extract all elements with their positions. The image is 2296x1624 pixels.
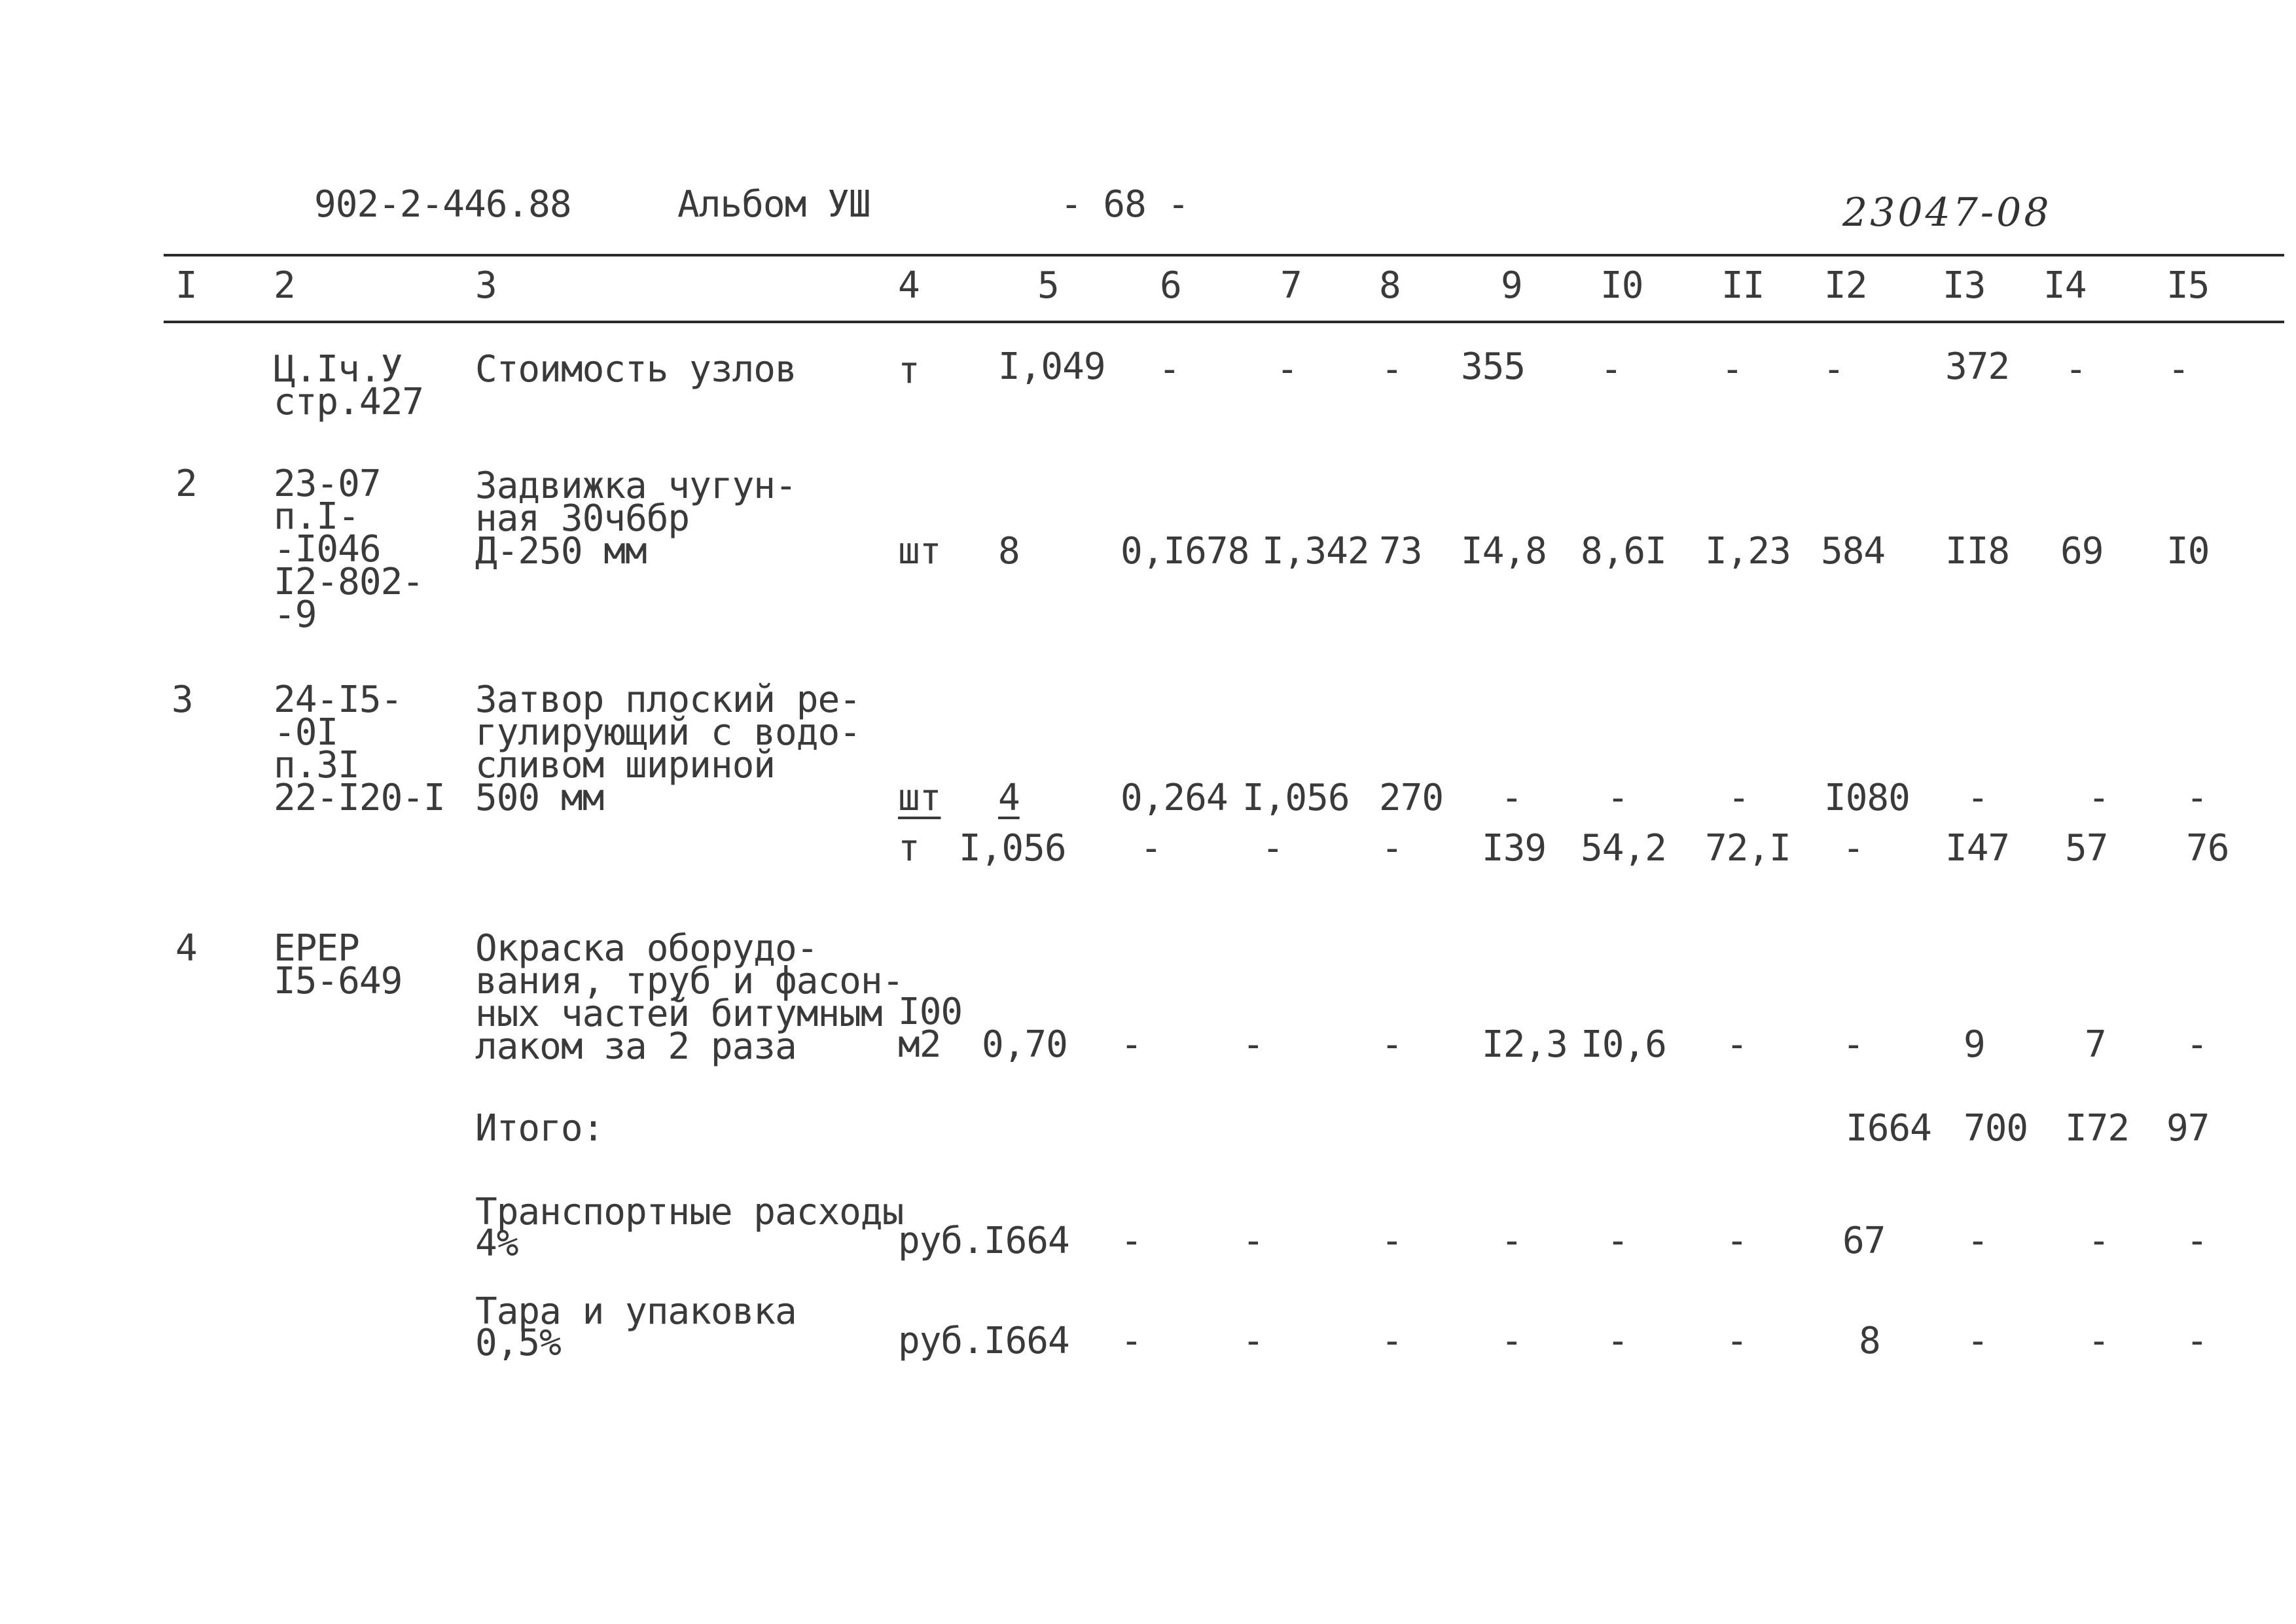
col-header-2: 2 xyxy=(274,264,295,307)
col-header-7: 7 xyxy=(1280,264,1302,307)
total-col14: I72 xyxy=(2065,1107,2130,1150)
row-code: -9 xyxy=(274,593,317,636)
row-unit: руб.I664 xyxy=(898,1220,1069,1262)
col-header-4: 4 xyxy=(898,264,920,307)
cell-col11: I,23 xyxy=(1705,530,1791,573)
col-header-6: 6 xyxy=(1160,264,1181,307)
col-header-11: II xyxy=(1721,264,1765,307)
cell-col6: - xyxy=(1140,827,1162,870)
cell-col11: 72,I xyxy=(1705,827,1791,870)
cell-col6: 0,I678 xyxy=(1121,530,1249,573)
row-code: 24-I5- xyxy=(274,679,403,721)
cell-col9: 355 xyxy=(1461,345,1526,388)
row-name: 500 мм xyxy=(475,777,604,819)
cell-col14: 69 xyxy=(2060,530,2104,573)
cell-col8: - xyxy=(1381,1220,1403,1262)
cell-col10: I0,6 xyxy=(1581,1023,1666,1066)
row-qty: 4 xyxy=(998,777,1020,819)
row-code: 23-07 xyxy=(274,463,381,505)
cell-col13: II8 xyxy=(1945,530,2010,573)
row-unit: шт xyxy=(898,530,941,573)
row-unit: м2 xyxy=(898,1023,941,1066)
row-name: Задвижка чугун- xyxy=(475,465,797,507)
cell-col10: 54,2 xyxy=(1581,827,1666,870)
table-header-rule xyxy=(164,321,2284,323)
cell-col14: - xyxy=(2065,348,2087,391)
row-name: гулирующий с водо- xyxy=(475,711,861,754)
total-label: Итого: xyxy=(475,1107,604,1150)
row-code: I5-649 xyxy=(274,960,403,1002)
cell-col9: - xyxy=(1501,777,1522,819)
cell-col9: - xyxy=(1501,1220,1522,1262)
cell-col7: I,342 xyxy=(1262,530,1369,573)
cell-col13: - xyxy=(1967,777,1988,819)
table-top-rule xyxy=(164,254,2284,256)
cell-col9: I4,8 xyxy=(1461,530,1547,573)
row-qty: 0,70 xyxy=(982,1023,1067,1066)
row-name: Тара и упаковка xyxy=(475,1290,797,1333)
row-sub-unit: т xyxy=(898,827,920,870)
row-name: Окраска оборудо- xyxy=(475,927,818,970)
cell-col7: - xyxy=(1262,827,1283,870)
row-name: Стоимость узлов xyxy=(475,348,797,391)
row-unit: шт xyxy=(898,777,941,819)
cell-col7: - xyxy=(1242,1220,1264,1262)
cell-col8: 270 xyxy=(1379,777,1444,819)
cell-col10: - xyxy=(1607,1220,1628,1262)
cell-col9: - xyxy=(1501,1320,1522,1362)
cell-col14: - xyxy=(2088,1320,2109,1362)
page-number: - 68 - xyxy=(1060,183,1189,226)
total-col12: I664 xyxy=(1846,1107,1931,1150)
row-unit: I00 xyxy=(898,991,963,1033)
cell-col8: - xyxy=(1381,1320,1403,1362)
row-name: ная 30ч6бр xyxy=(475,497,690,540)
cell-col11: - xyxy=(1726,1320,1748,1362)
row-unit: т xyxy=(898,349,920,392)
col-header-13: I3 xyxy=(1943,264,1986,307)
row-code: п.3I xyxy=(274,744,359,786)
col-header-9: 9 xyxy=(1501,264,1522,307)
row-number: 4 xyxy=(175,927,197,970)
cell-col13: - xyxy=(1967,1320,1988,1362)
cell-col8: - xyxy=(1381,1023,1403,1066)
cell-col12: I080 xyxy=(1824,777,1910,819)
row-number: 3 xyxy=(171,679,193,721)
cell-col15: I0 xyxy=(2166,530,2210,573)
cell-col12: 8 xyxy=(1859,1320,1880,1362)
col-header-15: I5 xyxy=(2166,264,2210,307)
row-code: -0I xyxy=(274,711,338,754)
row-qty: I,049 xyxy=(998,345,1105,388)
row-unit: руб.I664 xyxy=(898,1320,1069,1362)
cell-col10: 8,6I xyxy=(1581,530,1666,573)
cell-col12: - xyxy=(1842,827,1864,870)
cell-col15: - xyxy=(2186,1220,2208,1262)
row-name: Затвор плоский ре- xyxy=(475,679,861,721)
cell-col12: - xyxy=(1842,1023,1864,1066)
row-name: 0,5% xyxy=(475,1322,561,1364)
col-header-12: I2 xyxy=(1824,264,1867,307)
row-code: п.I- xyxy=(274,495,359,538)
cell-col14: - xyxy=(2088,777,2109,819)
cell-col7: - xyxy=(1242,1023,1264,1066)
row-number: 2 xyxy=(175,463,197,505)
cell-col12: 584 xyxy=(1821,530,1886,573)
total-col15: 97 xyxy=(2166,1107,2210,1150)
row-name: сливом шириной xyxy=(475,744,776,786)
cell-col11: - xyxy=(1726,1023,1748,1066)
col-header-5: 5 xyxy=(1037,264,1059,307)
cell-col10: - xyxy=(1607,1320,1628,1362)
row-name: ных частей битумным xyxy=(475,993,882,1035)
cell-col6: - xyxy=(1121,1320,1142,1362)
cell-col15: 76 xyxy=(2186,827,2229,870)
cell-col13: I47 xyxy=(1945,827,2010,870)
cell-col7: - xyxy=(1242,1320,1264,1362)
cell-col6: - xyxy=(1158,348,1180,391)
cell-col15: - xyxy=(2186,1320,2208,1362)
col-header-8: 8 xyxy=(1379,264,1401,307)
cell-col11: - xyxy=(1726,1220,1748,1262)
cell-col10: - xyxy=(1600,348,1622,391)
cell-col13: - xyxy=(1967,1220,1988,1262)
cell-col9: I39 xyxy=(1482,827,1547,870)
row-name: 4% xyxy=(475,1222,518,1265)
row-code: -I046 xyxy=(274,528,381,571)
cell-col15: - xyxy=(2186,1023,2208,1066)
row-sub-qty: I,056 xyxy=(959,827,1066,870)
row-name: Д-250 мм xyxy=(475,530,647,573)
album-label: Альбом УШ xyxy=(677,183,870,226)
col-header-3: 3 xyxy=(475,264,497,307)
cell-col11: - xyxy=(1728,777,1749,819)
total-col13: 700 xyxy=(1964,1107,2028,1150)
col-header-10: I0 xyxy=(1600,264,1643,307)
cell-col6: 0,264 xyxy=(1121,777,1228,819)
cell-col13: 372 xyxy=(1945,345,2010,388)
cell-col15: - xyxy=(2168,348,2189,391)
cell-col12: 67 xyxy=(1842,1220,1886,1262)
row-name: лаком за 2 раза xyxy=(475,1025,797,1068)
cell-col12: - xyxy=(1823,348,1844,391)
cell-col15: - xyxy=(2186,777,2208,819)
cell-col8: - xyxy=(1381,827,1403,870)
cell-col10: - xyxy=(1607,777,1628,819)
row-qty: 8 xyxy=(998,530,1020,573)
row-name: вания, труб и фасон- xyxy=(475,960,904,1002)
row-name: Транспортные расходы xyxy=(475,1191,904,1233)
cell-col7: - xyxy=(1276,348,1298,391)
cell-col14: 57 xyxy=(2065,827,2108,870)
cell-col11: - xyxy=(1721,348,1743,391)
col-header-14: I4 xyxy=(2043,264,2087,307)
cell-col14: 7 xyxy=(2085,1023,2106,1066)
col-header-1: I xyxy=(175,264,197,307)
cell-col14: - xyxy=(2088,1220,2109,1262)
cell-col8: - xyxy=(1381,348,1403,391)
cell-col6: - xyxy=(1121,1220,1142,1262)
cell-col7: I,056 xyxy=(1242,777,1350,819)
cell-col9: I2,3 xyxy=(1482,1023,1568,1066)
row-code: I2-802- xyxy=(274,561,424,603)
document-code: 902-2-446.88 xyxy=(314,183,571,226)
cell-col6: - xyxy=(1121,1023,1142,1066)
handwritten-number: 23047-08 xyxy=(1842,190,2052,236)
row-code: ЕРЕР xyxy=(274,927,359,970)
row-code: Ц.Iч.У xyxy=(274,348,403,391)
row-code: 22-I20-I xyxy=(274,777,445,819)
cell-col8: 73 xyxy=(1379,530,1422,573)
cell-col13: 9 xyxy=(1964,1023,1985,1066)
row-code: стр.427 xyxy=(274,381,424,423)
